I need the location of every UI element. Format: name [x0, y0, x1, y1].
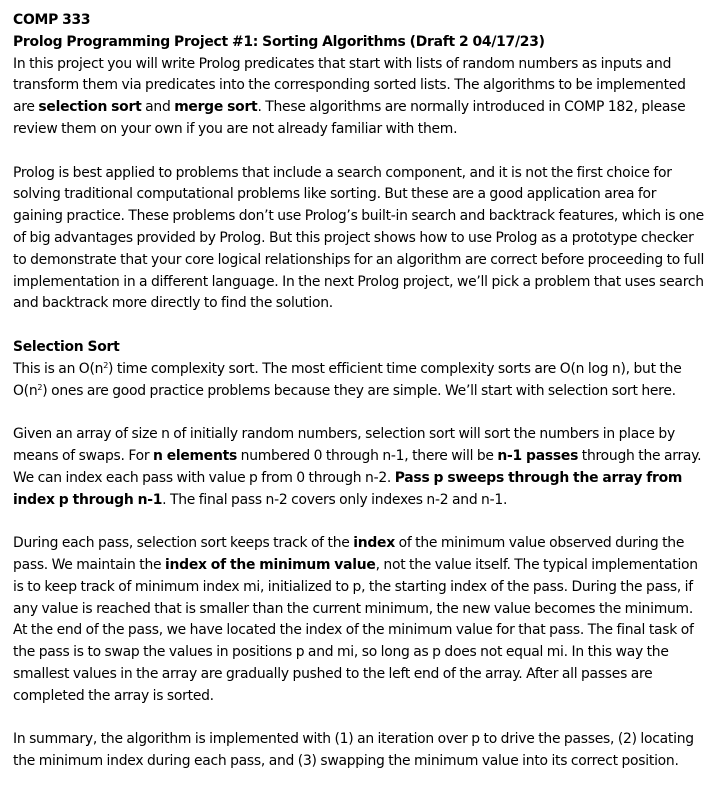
bold-n-elements: n elements [152, 447, 237, 464]
summary-paragraph: In summary, the algorithm is implemented with (1) an iteration over p to drive the passes, (2) locating the minimum index during each pass, and (3) swapping the minimum value into its correct position. [13, 731, 694, 770]
superscript-2: 2 [103, 360, 109, 370]
complexity-text-1: This is an O(n [13, 360, 104, 377]
passes-paragraph [13, 424, 707, 511]
paragraph-gap [13, 402, 707, 424]
bold-n-1-passes: n-1 passes [497, 447, 579, 464]
min-index-text-1: During each pass, selection sort keeps track of the [13, 535, 354, 552]
complexity-text-3: ) ones are good practice problems because they are simple. We’ll start with selection sort here. [42, 382, 676, 399]
bold-index-of-minimum-value: index of the minimum value [164, 556, 376, 573]
bold-pass-p-sweeps: Pass p sweeps through the array from index p through n-1 [13, 469, 683, 508]
paragraph-gap [13, 511, 707, 533]
prolog-paragraph: Prolog is best applied to problems that include a search component, and it is not the first choice for solving traditional computational problems like sorting. But these are a good application area for gaining practice. These problems don’t use Prolog’s built-in search and backtrack features, which is one of big advantages provided by Prolog. But this project shows how to use Prolog as a prototype checker to demonstrate that your core logical relationships for an algorithm are correct before proceeding to full implementation in a different language. In the next Prolog project, we’ll pick a problem that uses search and backtrack more directly to find the solution. [13, 164, 705, 312]
passes-text-4: . The final pass n-2 covers only indexes n-2 and n-1. [162, 491, 508, 508]
section-heading-selection-sort: Selection Sort [13, 338, 120, 355]
paragraph-gap [13, 141, 707, 163]
intro-text-3: . These algorithms are normally introduced in COMP 182, please review them on your own if you are not already familiar with them. [13, 99, 686, 137]
intro-bold-merge-sort: merge sort [174, 99, 258, 116]
intro-paragraph [13, 54, 707, 141]
project-title: Prolog Programming Project #1: Sorting Algorithms (Draft 2 04/17/23) [13, 33, 545, 50]
end-of-pass-paragraph: At the end of the pass, we have located the index of the minimum value for that pass. The final task of the pass is to swap the values in positions p and mi, so long as p does not equal mi. In this way the smallest values in the array are gradually pushed to the left end of the array. After all passes are completed the array is sorted. [13, 622, 694, 704]
min-index-paragraph [13, 533, 707, 620]
paragraph-gap [13, 708, 707, 730]
complexity-text-2: ) time complexity sort. The most efficient time complexity sorts are O(n log n), but the O(n [13, 360, 682, 399]
bold-index: index [353, 535, 395, 552]
course-title: COMP 333 [13, 12, 91, 28]
passes-text-1: Given an array of size n of initially random numbers, selection sort will sort the numbers in place by means of swaps. For [13, 426, 675, 464]
paragraph-gap [13, 315, 707, 337]
passes-text-3: through the array. We can index each pass with value p from 0 through n-2. [13, 447, 702, 486]
min-index-text-3: , not the value itself. The typical implementation is to keep track of minimum index mi, initialized to p, the starting index of the pass. During the pass, if any value is reached that is smaller than the current minimum, the new value becomes the minimum. [13, 556, 698, 617]
passes-text-2: numbered 0 through n-1, there will be [237, 447, 498, 464]
intro-text-1: In this project you will write Prolog predicates that start with lists of random numbers as inputs and transform them via predicates into the corresponding sorted lists. The algorithms to be implemented are [13, 55, 686, 116]
superscript-2: 2 [37, 382, 43, 392]
intro-text-2: and [141, 99, 175, 116]
min-index-text-2: of the minimum value observed during the pass. We maintain the [13, 535, 685, 573]
intro-bold-selection-sort: selection sort [38, 99, 142, 116]
complexity-paragraph [13, 359, 707, 403]
